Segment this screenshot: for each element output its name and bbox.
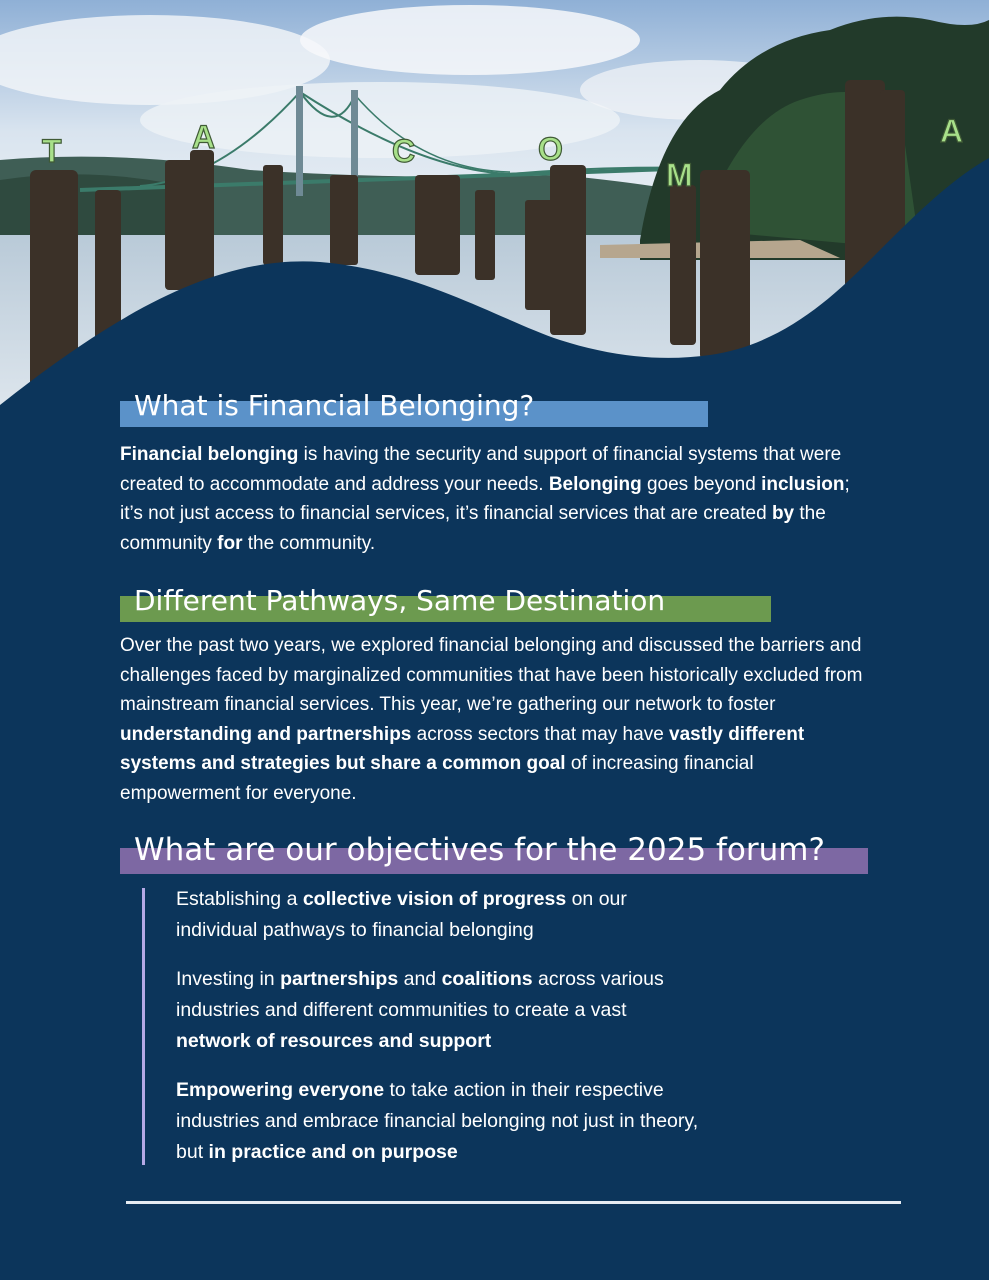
bold-text: understanding and partnerships	[120, 723, 412, 745]
bold-text: network of resources and support	[176, 1030, 492, 1052]
bold-text: by	[771, 503, 795, 524]
text-run: to take action in their respective industries and embrace financial belonging not just in theory, but	[176, 1079, 699, 1163]
bold-text: Empowering everyone	[176, 1079, 385, 1101]
bold-text: partnerships	[280, 968, 399, 990]
bold-text: in practice and on purpose	[208, 1141, 458, 1163]
text-run: goes beyond	[641, 473, 762, 495]
text-run: Investing in	[176, 968, 281, 990]
bold-text: Belonging	[548, 473, 642, 495]
heading-text: What are our objectives for the 2025 forum?	[134, 832, 825, 868]
bold-text: coalitions	[441, 968, 533, 990]
bold-text: vastly different systems and strategies but share a common goal	[120, 723, 805, 774]
heading-text: Different Pathways, Same Destination	[134, 584, 666, 617]
heading-text: What is Financial Belonging?	[134, 389, 535, 422]
text-run: Establishing a	[176, 888, 303, 910]
paragraph-different-pathways	[120, 631, 870, 808]
text-run: of increasing financial empowerment for everyone.	[120, 753, 754, 804]
text-run: across various industries and different communities to create a vast	[176, 968, 664, 1021]
hero-letter-c: C	[392, 133, 416, 169]
heading-objectives	[120, 832, 868, 874]
text-run: the community	[120, 503, 826, 554]
heading-different-pathways	[120, 584, 771, 622]
objectives-accent-line	[142, 888, 145, 1165]
objective-item	[176, 884, 656, 946]
heading-financial-belonging	[120, 389, 708, 427]
tacoma-hero-image	[0, 0, 989, 420]
text-run: Over the past two years, we explored financial belonging and discussed the barriers and challenges faced by marginalized communities that have been historically excluded from mainstream financial services. This year, we’re gathering our network to foster	[120, 635, 863, 715]
text-run: ; it’s not just access to financial services, it’s financial services that are created	[120, 473, 850, 524]
bold-text: collective vision of progress	[302, 888, 567, 910]
hero-letter-a2: A	[940, 113, 964, 149]
objective-item	[176, 964, 676, 1057]
text-run: and	[398, 968, 442, 990]
bold-text: Financial belonging	[120, 444, 299, 465]
paragraph-financial-belonging	[120, 440, 870, 558]
text-run: across sectors that may have	[411, 723, 670, 745]
text-run: is having the security and support of financial systems that were created to accommodate and address your needs.	[120, 444, 842, 495]
bold-text: inclusion	[761, 473, 845, 495]
divider-line	[126, 1201, 901, 1204]
hero-letter-o: O	[538, 131, 563, 167]
objective-item	[176, 1075, 716, 1168]
text-run: the community.	[242, 532, 376, 554]
hero-letter-m: M	[666, 157, 693, 193]
hero-letter-a: A	[192, 119, 216, 155]
bold-text: for	[217, 532, 243, 554]
hero-letter-t: T	[42, 133, 62, 169]
text-run: on our individual pathways to financial belonging	[176, 888, 627, 941]
